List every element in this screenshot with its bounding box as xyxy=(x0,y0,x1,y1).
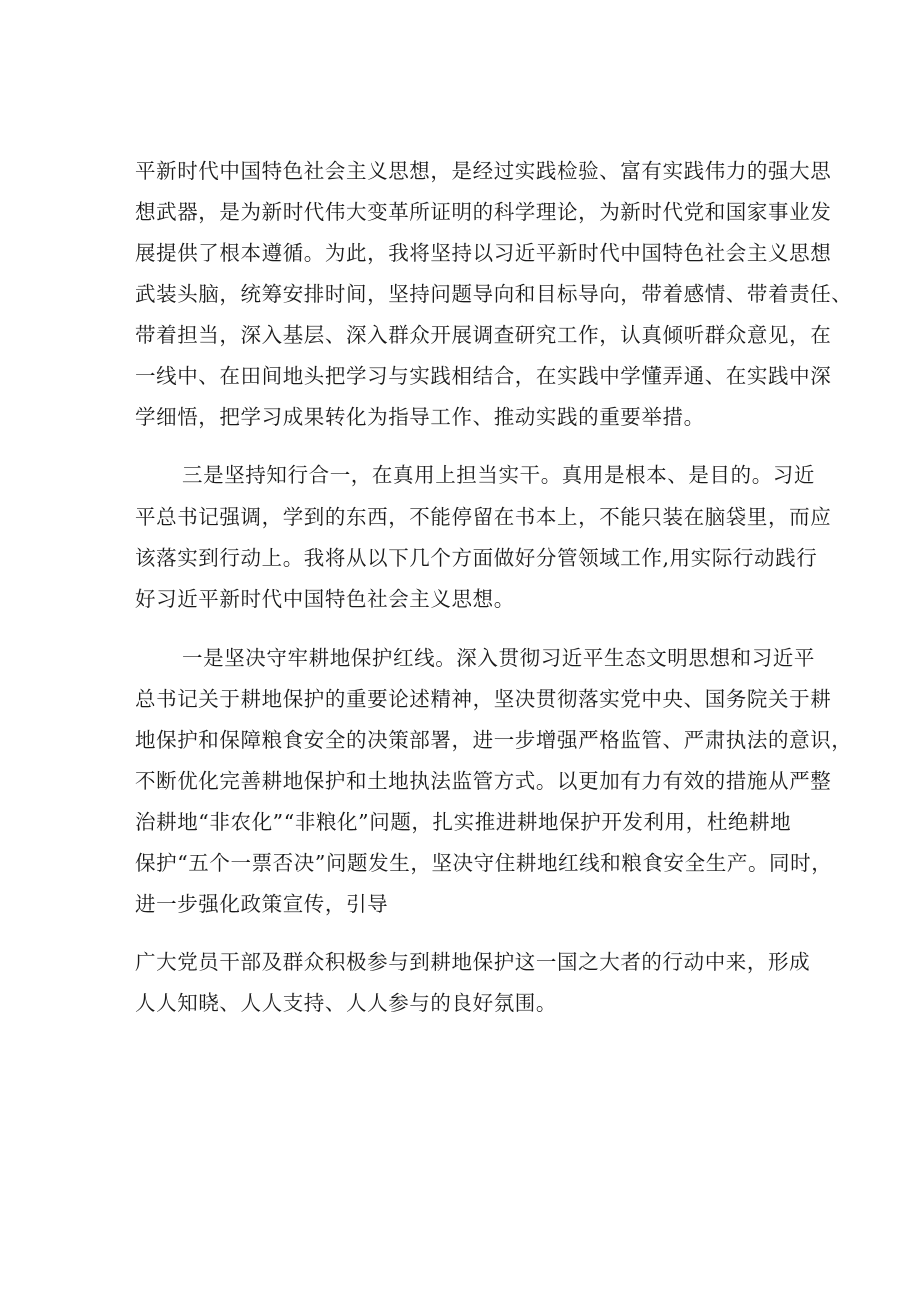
text-line: 保护“五个一票否决”问题发生，坚决守住耕地红线和粮食安全生产。同时， xyxy=(135,851,833,875)
text-line: 好习近平新时代中国特色社会主义思想。 xyxy=(135,587,515,611)
text-line: 地保护和保障粮食安全的决策部署，进一步增强严格监管、严肃执法的意识， xyxy=(135,728,853,752)
text-line: 人人知晓、人人支持、人人参与的良好氛围。 xyxy=(135,991,557,1015)
text-line: 学细悟，把学习成果转化为指导工作、推动实践的重要举措。 xyxy=(135,405,705,429)
text-line: 一线中、在田间地头把学习与实践相结合，在实践中学懂弄通、在实践中深 xyxy=(135,364,832,388)
text-line: 想武器，是为新时代伟大变革所证明的科学理论，为新时代党和国家事业发 xyxy=(135,200,832,224)
text-line: 不断优化完善耕地保护和土地执法监管方式。以更加有力有效的措施从严整 xyxy=(135,769,832,793)
text-line: 进一步强化政策宣传，引导 xyxy=(135,892,389,916)
text-line: 总书记关于耕地保护的重要论述精神，坚决贯彻落实党中央、国务院关于耕 xyxy=(135,687,832,711)
text-line: 一是坚决守牢耕地保护红线。深入贯彻习近平生态文明思想和习近平 xyxy=(182,646,815,670)
text-line: 平总书记强调，学到的东西，不能停留在书本上，不能只装在脑袋里，而应 xyxy=(135,505,832,529)
text-line: 展提供了根本遵循。为此，我将坚持以习近平新时代中国特色社会主义思想 xyxy=(135,241,832,265)
text-line: 平新时代中国特色社会主义思想，是经过实践检验、富有实践伟力的强大思 xyxy=(135,159,832,183)
text-line: 武装头脑，统筹安排时间，坚持问题导向和目标导向，带着感情、带着责任、 xyxy=(135,282,853,306)
text-line: 三是坚持知行合一，在真用上担当实干。真用是根本、是目的。习近 xyxy=(182,463,815,487)
text-line: 广大党员干部及群众积极参与到耕地保护这一国之大者的行动中来，形成 xyxy=(135,950,811,974)
text-line: 带着担当，深入基层、深入群众开展调查研究工作，认真倾听群众意见，在 xyxy=(135,323,832,347)
text-line: 治耕地“非农化”“非粮化”问题，扎实推进耕地保护开发利用，杜绝耕地 xyxy=(135,810,792,834)
text-line: 该落实到行动上。我将从以下几个方面做好分管领域工作,用实际行动践行 xyxy=(135,546,818,570)
